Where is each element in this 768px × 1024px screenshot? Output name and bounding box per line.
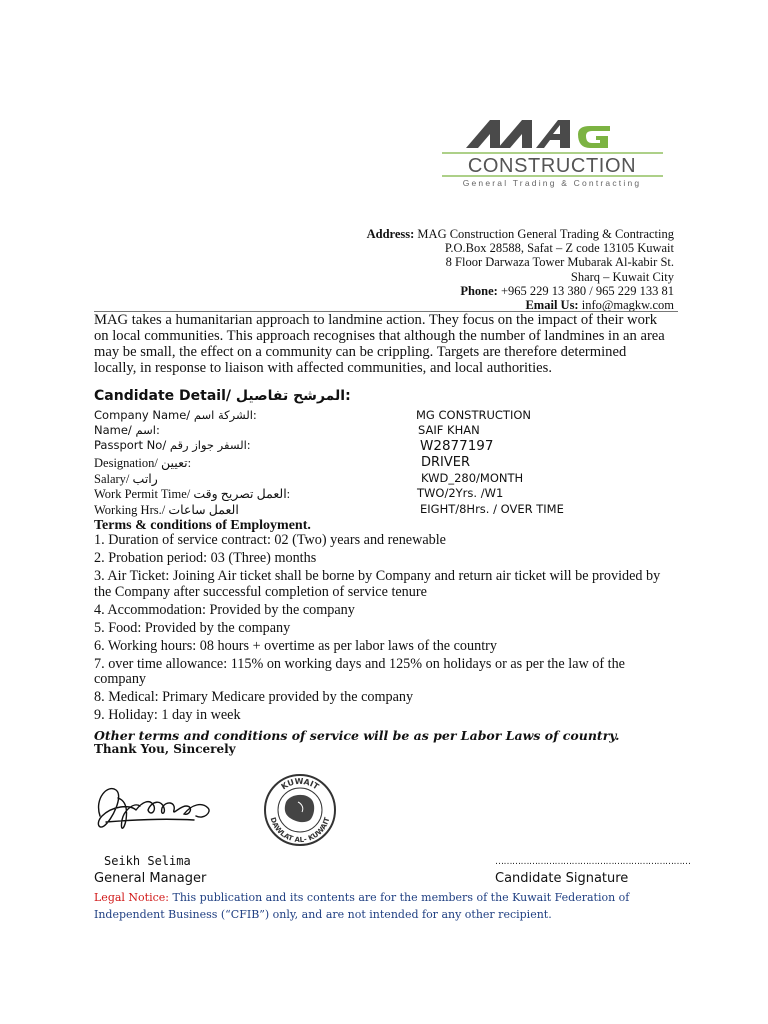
detail-label: Designation/ تعيين: bbox=[94, 456, 192, 470]
detail-row-company bbox=[94, 408, 674, 424]
candidate-detail-heading: Candidate Detail/ المرشح تفاصيل: bbox=[94, 388, 351, 404]
phone-number: +965 229 13 380 / 965 229 133 81 bbox=[500, 283, 674, 298]
logo-name: CONSTRUCTION bbox=[467, 155, 637, 177]
detail-row-working-hours bbox=[94, 502, 674, 518]
detail-label: Salary/ راتب bbox=[94, 472, 158, 486]
official-stamp bbox=[262, 772, 338, 848]
email-label: Email Us: bbox=[525, 298, 579, 313]
legal-notice-label: Legal Notice: bbox=[94, 891, 169, 904]
detail-value: KWD_280/MONTH bbox=[421, 471, 524, 485]
terms-item: 5. Food: Provided by the company bbox=[94, 619, 291, 636]
company-logo bbox=[440, 112, 665, 192]
legal-notice bbox=[94, 889, 694, 923]
detail-label: Working Hrs./ العمل ساعات bbox=[94, 503, 239, 517]
terms-item: 9. Holiday: 1 day in week bbox=[94, 707, 241, 724]
other-terms-note: Other terms and conditions of service will be as per Labor Laws of country. bbox=[94, 728, 620, 743]
stamp-top-text: KUWAIT bbox=[279, 776, 321, 792]
terms-list bbox=[94, 533, 668, 726]
address-line: Sharq – Kuwait City bbox=[570, 269, 674, 284]
terms-item: 8. Medical: Primary Medicare provided by the company bbox=[94, 689, 414, 706]
detail-row-salary bbox=[94, 471, 674, 487]
terms-item: 3. Air Ticket: Joining Air ticket shall be borne by Company and return air ticket will be provided by the Company after successful completion of service tenure bbox=[94, 567, 661, 600]
terms-item: 4. Accommodation: Provided by the company bbox=[94, 601, 355, 618]
detail-label: Work Permit Time/ العمل تصريح وقت: bbox=[94, 487, 291, 501]
detail-value: EIGHT/8Hrs. / OVER TIME bbox=[420, 502, 564, 516]
detail-row-name bbox=[94, 423, 674, 439]
terms-item: 6. Working hours: 08 hours + overtime as per labor laws of the country bbox=[94, 637, 497, 654]
address-block bbox=[367, 227, 674, 312]
address-line: P.O.Box 28588, Safat – Z code 13105 Kuwait bbox=[444, 241, 674, 256]
detail-row-designation bbox=[94, 455, 674, 471]
legal-notice-text: This publication and its contents are for the members of the Kuwait Federation of Independent Business (“CFIB”) only, and are not intended for any other recipient. bbox=[94, 891, 630, 921]
terms-item: 1. Duration of service contract: 02 (Two) years and renewable bbox=[94, 532, 446, 548]
detail-label: Name/ اسم: bbox=[94, 423, 160, 437]
logo-tagline: General Trading & Contracting bbox=[462, 178, 642, 188]
address-line: 8 Floor Darwaza Tower Mubarak Al-kabir St. bbox=[445, 255, 674, 270]
closing-thanks: Thank You, Sincerely bbox=[94, 742, 236, 756]
detail-label: Passport No/ السفر جواز رقم: bbox=[94, 438, 251, 452]
stamp-bottom-text: DAWLAT AL- KUWAIT bbox=[268, 816, 332, 845]
detail-row-passport bbox=[94, 438, 674, 454]
phone-label: Phone: bbox=[460, 283, 498, 298]
detail-value: DRIVER bbox=[421, 455, 471, 470]
detail-label: Company Name/ الشركة اسم: bbox=[94, 408, 257, 422]
detail-value: TWO/2Yrs. /W1 bbox=[417, 486, 504, 500]
detail-value: SAIF KHAN bbox=[418, 423, 480, 437]
terms-item: 7. over time allowance: 115% on working days and 125% on holidays or as per the law of the company bbox=[94, 655, 625, 688]
intro-paragraph: MAG takes a humanitarian approach to landmine action. They focus on the impact of their work on local communities. This approach recognises that although the number of landmines in an area may be small, the effect on a community can be crippling. Targets are therefore determined locally, in response to liaison with affected communities, and local authorities. bbox=[94, 312, 665, 376]
signer-name: Seikh Selima bbox=[104, 854, 191, 868]
detail-value: W2877197 bbox=[420, 438, 494, 454]
address-line: MAG Construction General Trading & Contracting bbox=[417, 227, 674, 241]
signer-title: General Manager bbox=[94, 871, 207, 886]
terms-item: 2. Probation period: 03 (Three) months bbox=[94, 549, 317, 566]
detail-value: MG CONSTRUCTION bbox=[416, 408, 532, 422]
handwritten-signature bbox=[90, 776, 215, 840]
detail-row-work-permit bbox=[94, 486, 674, 502]
signature-line: …………………………………………………………… bbox=[495, 857, 691, 867]
email-link[interactable]: info@magkw.com bbox=[581, 298, 674, 313]
terms-heading: Terms & conditions of Employment. bbox=[94, 518, 311, 533]
address-label: Address: bbox=[366, 227, 415, 241]
candidate-signature-label: Candidate Signature bbox=[495, 871, 629, 886]
